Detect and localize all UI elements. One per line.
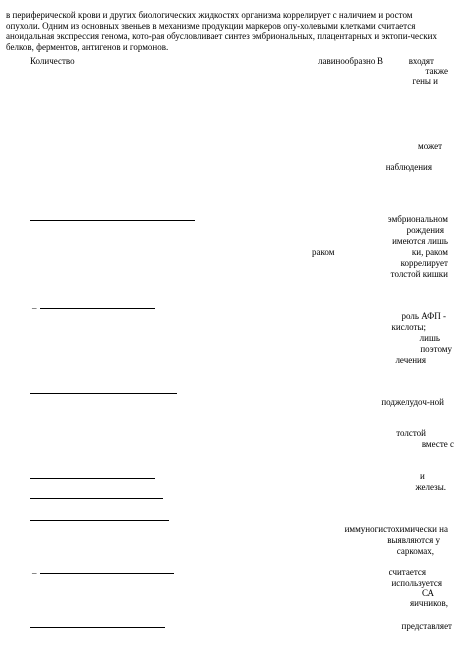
blank-underscore: _ (32, 300, 37, 310)
fragment-lish: лишь (419, 333, 440, 343)
fragment-imeyutsya-lish: имеются лишь (392, 236, 448, 246)
fragment-korreliruet: коррелирует (400, 258, 448, 268)
fragment-rakom: раком (312, 247, 335, 257)
fragment-v: В (377, 56, 384, 66)
fragment-lavinoobrazno: лавинообразно (318, 56, 376, 66)
fragment-i: и (420, 471, 425, 481)
blank-rule (30, 627, 165, 628)
fragment-sarkomakh: саркомах, (396, 546, 434, 556)
fragment-embrionalnom: эмбриональном (387, 214, 448, 224)
fragment-vkhodyat: входят (408, 56, 434, 66)
fragment-vyyavlyayutsya-u: выявляются у (387, 535, 440, 545)
intro-paragraph (6, 10, 452, 52)
intro-line: опухоли. Одним из основных звеньев в механизме продукции маркеров опу-холевыми клетками считается (6, 20, 416, 31)
fragment-takzhe: также (425, 66, 448, 76)
fragment-rozhdeniya: рождения (406, 225, 444, 235)
fragment-lecheniya: лечения (395, 355, 426, 365)
fragment-geny-i: гены и (412, 76, 438, 86)
fragment-zhelezy: железы. (415, 482, 446, 492)
blank-rule (30, 220, 195, 221)
blank-rule (30, 393, 177, 394)
fragment-ki-rakom: ки, раком (411, 247, 448, 257)
fragment-ca: СА (421, 588, 434, 598)
blank-rule (40, 573, 174, 574)
intro-line: аноидальная экспрессия генома, кото-рая обусловливает синтез эмбриональных, плацентарных и эктопи-ческих (6, 31, 437, 41)
intro-line: белков, ферментов, антигенов и гормонов. (6, 41, 169, 52)
fragment-kolichestvo: Количество (30, 56, 75, 66)
fragment-predstavlyaet: представляет (401, 621, 452, 631)
fragment-podzheludoch: поджелудоч-ной (381, 397, 444, 407)
fragment-vmeste-s: вместе с (421, 439, 454, 449)
fragment-immunogisto: иммуногистохимически на (344, 524, 448, 534)
fragment-kisloty: кислоты; (391, 322, 426, 332)
fragment-schitaetsya: считается (388, 567, 426, 577)
intro-line: в периферической крови и других биологических жидкостях организма коррелирует с наличием и ростом (6, 10, 413, 20)
blank-rule (30, 520, 169, 521)
fragment-tolstoy: толстой (396, 428, 426, 438)
fragment-nablyudeniya: наблюдения (385, 162, 432, 172)
fragment-mozhet: может (418, 141, 442, 151)
blank-underscore: _ (32, 565, 37, 575)
fragment-ispolzuetsya: используется (391, 578, 442, 588)
blank-rule (40, 308, 155, 309)
blank-rule (30, 478, 155, 479)
fragment-yaichnikov: яичников, (409, 598, 448, 608)
fragment-rol-afp: роль АФП - (401, 311, 446, 321)
fragment-tolstoy-kishki: толстой кишки (390, 269, 448, 279)
fragment-poetomu: поэтому (420, 344, 452, 354)
blank-rule (30, 498, 163, 499)
